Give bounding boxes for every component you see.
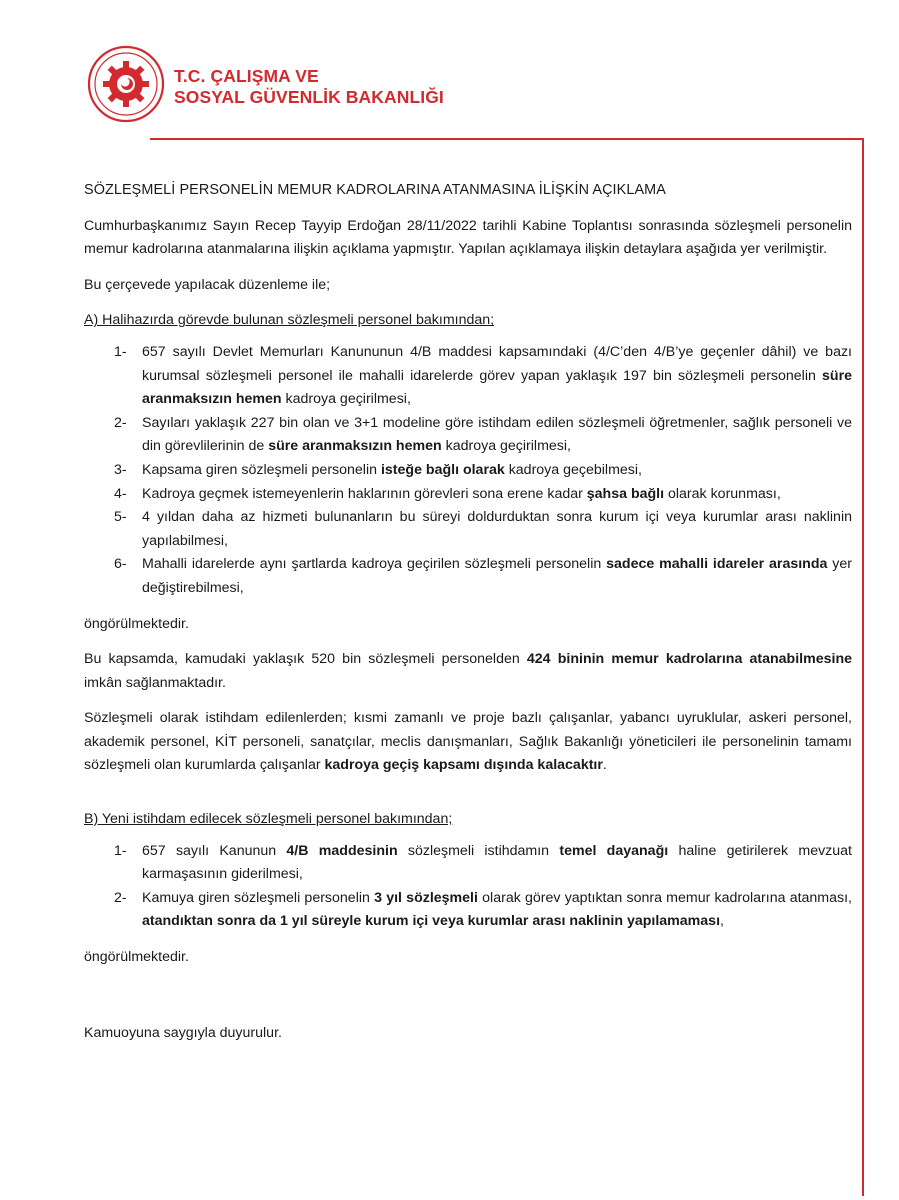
item-text: kadroya geçebilmesi,: [504, 461, 642, 478]
header-divider: [150, 138, 864, 140]
list-item: [84, 887, 852, 934]
item-emphasis: süre aranmaksızın hemen: [268, 438, 442, 455]
list-item: [84, 341, 852, 412]
section-b-closing: öngörülmektedir.: [84, 949, 189, 966]
item-text: kadroya geçirilmesi,: [281, 391, 411, 408]
document-body: [84, 179, 852, 1045]
list-item: [84, 506, 852, 553]
item-text: 657 sayılı Devlet Memurları Kanununun 4/B maddesi kapsamındaki (4/C’den 4/B’ye geçenler dâhil) ve bazı kurumsal sözleşmeli personel ile mahalli idarelerde görev yapan yaklaşık 197 bin sözleşmeli personelin: [142, 343, 852, 384]
item-text: sözleşmeli istihdamın: [397, 842, 560, 859]
list-number: 6-: [114, 556, 127, 573]
intro-paragraph: Cumhurbaşkanımız Sayın Recep Tayyip Erdoğan 28/11/2022 tarihli Kabine Toplantısı sonrasında sözleşmeli personelin memur kadrolarına atanmalarına ilişkin açıklama yapmıştır. Yapılan açıklamaya ilişkin detaylara aşağıda yer verilmiştir.: [84, 217, 852, 258]
exclusions-emphasis: kadroya geçiş kapsamı dışında kalacaktır: [324, 757, 603, 774]
item-text: olarak görev yaptıktan sonra memur kadrolarına atanması,: [477, 889, 852, 906]
exclusions-text: .: [602, 757, 607, 774]
item-text: Mahalli idarelerde aynı şartlarda kadroya geçirilen sözleşmeli personelin: [142, 556, 607, 573]
item-text: 657 sayılı Kanunun: [142, 842, 287, 859]
item-text: yer değiştirebilmesi,: [142, 556, 852, 596]
section-a-heading: A) Halihazırda görevde bulunan sözleşmeli personel bakımından;: [84, 312, 495, 329]
item-text: Kadroya geçmek istemeyenlerin haklarının görevleri sona erene kadar: [142, 485, 587, 502]
scope-emphasis: 424 bininin memur kadrolarına atanabilmesine: [526, 651, 852, 668]
list-number: 2-: [114, 889, 127, 906]
section-b-heading: B) Yeni istihdam edilecek sözleşmeli personel bakımından;: [84, 811, 453, 828]
section-a-closing: öngörülmektedir.: [84, 615, 189, 632]
item-emphasis: atandıktan sonra da 1 yıl süreyle kurum içi veya kurumlar arası naklinin yapılamaması: [142, 913, 721, 930]
item-emphasis: süre aranmaksızın hemen: [142, 367, 852, 408]
item-text: 4 yıldan daha az hizmeti bulunanların bu süreyi doldurduktan sonra kurum içi veya kurumlar arası naklinin yapılabilmesi,: [142, 509, 852, 549]
section-b-list: [84, 840, 852, 934]
framework-sentence: Bu çerçevede yapılacak düzenleme ile;: [84, 276, 331, 293]
list-item: [84, 483, 852, 507]
list-number: 4-: [114, 485, 127, 502]
list-number: 1-: [114, 343, 127, 360]
letterhead: [86, 44, 486, 132]
list-number: 2-: [114, 414, 127, 431]
list-number: 1-: [114, 842, 127, 859]
document-title: SÖZLEŞMELİ PERSONELİN MEMUR KADROLARINA ATANMASINA İLİŞKİN AÇIKLAMA: [84, 182, 666, 198]
item-emphasis: temel dayanağı: [559, 842, 669, 859]
list-number: 3-: [114, 461, 127, 478]
item-emphasis: 3 yıl sözleşmeli: [374, 889, 478, 906]
scope-text: Bu kapsamda, kamudaki yaklaşık 520 bin sözleşmeli personelden: [84, 651, 527, 668]
scope-text: imkân sağlanmaktadır.: [84, 674, 226, 691]
list-item: [84, 412, 852, 459]
item-text: haline getirilerek mevzuat karmaşasının giderilmesi,: [142, 842, 853, 883]
margin-rule: [862, 138, 864, 1196]
item-emphasis: sadece mahalli idareler arasında: [606, 556, 828, 573]
item-text: Sayıları yaklaşık 227 bin olan ve 3+1 modeline göre istihdam edilen sözleşmeli öğretmenler, sağlık personeli ve din görevlilerinin de: [142, 414, 852, 455]
ministry-seal-icon: [86, 44, 166, 124]
sign-off: Kamuoyuna saygıyla duyurulur.: [84, 1024, 282, 1041]
item-emphasis: 4/B maddesinin: [286, 842, 398, 859]
item-emphasis: şahsa bağlı: [586, 485, 665, 502]
scope-paragraph: [84, 648, 852, 695]
section-a-list: [84, 341, 852, 601]
ministry-name-line1: T.C. ÇALIŞMA VE: [174, 66, 319, 86]
item-emphasis: isteğe bağlı olarak: [380, 461, 505, 478]
list-item: [84, 553, 852, 600]
list-item: [84, 459, 852, 483]
item-text: ,: [720, 913, 724, 930]
exclusions-text: Sözleşmeli olarak istihdam edilenlerden; kısmi zamanlı ve proje bazlı çalışanlar, yabancı uyruklular, askeri personel, akademik personel, KİT personeli, sanatçılar, meclis danışmanları, Sağlık Bakanlığı yöneticileri ile personelinin tamamı sözleşmeli olan kurumlarda çalışanlar: [84, 710, 852, 774]
item-text: kadroya geçirilmesi,: [441, 438, 571, 455]
exclusions-paragraph: [84, 707, 852, 778]
ministry-name: [174, 66, 444, 108]
ministry-name-line2: SOSYAL GÜVENLİK BAKANLIĞI: [174, 87, 444, 107]
list-number: 5-: [114, 509, 127, 526]
item-text: Kapsama giren sözleşmeli personelin: [142, 461, 381, 478]
list-item: [84, 840, 852, 887]
item-text: Kamuya giren sözleşmeli personelin: [142, 889, 375, 906]
item-text: olarak korunması,: [664, 485, 781, 502]
